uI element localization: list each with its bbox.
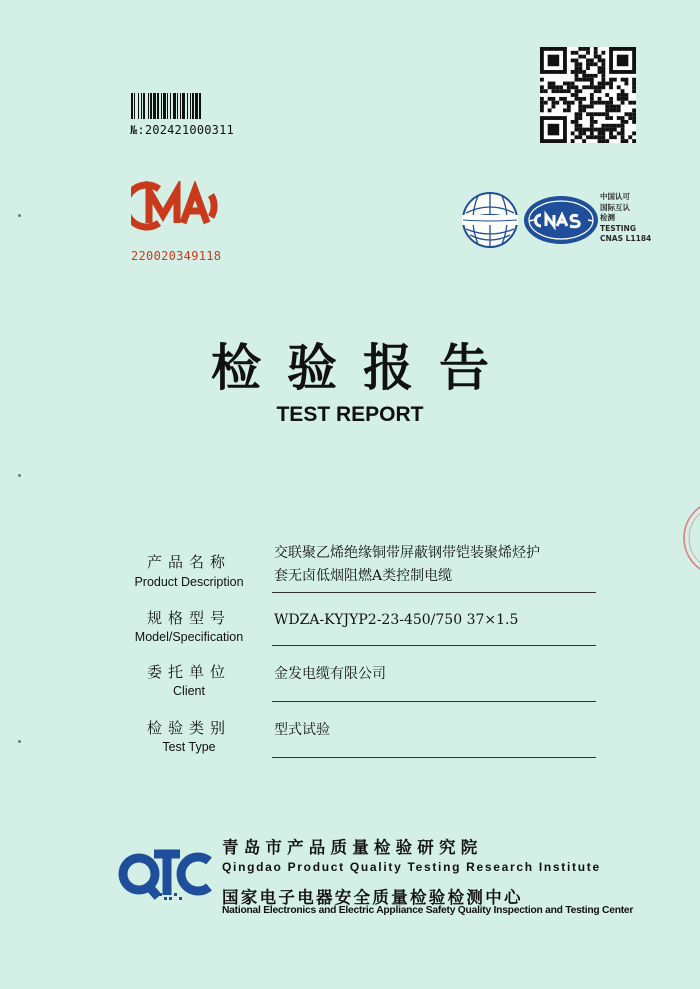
field-label-en: Model/Specification [134, 630, 244, 644]
field-label-cn: 规格型号 [146, 609, 231, 627]
field-label-en: Client [173, 684, 205, 698]
cnas-logo-icon [523, 195, 599, 245]
cnas-caption [600, 192, 651, 245]
field-value-line: 金发电缆有限公司 [274, 666, 386, 682]
report-title-cn: 检验报告 [211, 339, 515, 397]
field-underline [272, 701, 596, 702]
cnas-caption-line: CNAS L1184 [600, 234, 652, 243]
field-label-cn: 检验类别 [146, 719, 231, 737]
center-name-en: National Electronics and Electric Appliance Safety Quality Inspection and Testing Center [222, 905, 634, 916]
qr-code-image [540, 47, 636, 143]
punch-mark [18, 740, 21, 743]
cma-logo-icon [131, 181, 229, 231]
field-underline [272, 757, 596, 758]
report-title-en: TEST REPORT [276, 403, 424, 426]
cma-number: 220020349118 [131, 249, 222, 263]
cnas-caption-line: 国际互认 [600, 202, 630, 212]
field-value-line: WDZA-KYJYP2-23-450/750 37×1.5 [274, 612, 519, 628]
punch-mark [18, 474, 21, 477]
qtc-logo-icon [118, 843, 214, 905]
field-label-cn: 委托单位 [146, 663, 231, 681]
institute-name-cn: 青岛市产品质量检验研究院 [222, 838, 483, 857]
report-number: №:202421000311 [130, 123, 234, 137]
ilac-mra-logo-icon [458, 191, 522, 249]
barcode-image [131, 93, 249, 119]
punch-mark [18, 214, 21, 217]
field-underline [272, 645, 596, 646]
edge-seal-icon [676, 496, 700, 580]
center-name-cn: 国家电子电器安全质量检验检测中心 [222, 888, 523, 907]
field-value-line: 型式试验 [274, 722, 330, 738]
field-label-en: Test Type [162, 740, 216, 754]
field-value-line: 交联聚乙烯绝缘铜带屏蔽钢带铠装聚烯烃护 [274, 545, 540, 561]
cnas-caption-line: 中国认可 [600, 192, 630, 201]
field-value-line: 套无卤低烟阻燃A类控制电缆 [274, 568, 453, 584]
field-underline [272, 592, 596, 593]
cnas-caption-line: TESTING [600, 223, 636, 233]
field-label-en: Product Description [134, 575, 244, 589]
field-label-cn: 产品名称 [146, 553, 231, 571]
institute-name-en: Qingdao Product Quality Testing Research Institute [222, 860, 601, 874]
cnas-caption-line: 检测 [600, 213, 615, 222]
